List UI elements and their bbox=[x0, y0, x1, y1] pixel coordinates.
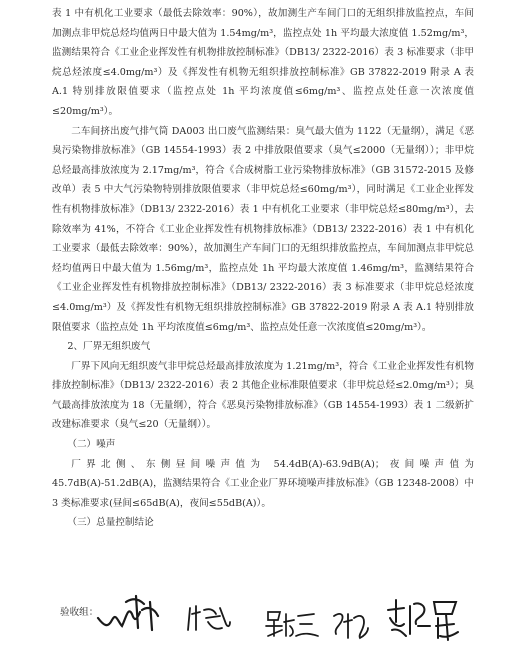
handwritten-signature-3 bbox=[264, 606, 320, 642]
paragraph-da003-results: 二车间挤出废气排气筒 DA003 出口废气监测结果：臭气最大值为 1122（无量纲），满足《恶臭污染物排放标准》（GB 14554-1993）表 2 中排放限值要求（臭气≤2000（无量纲））；非甲烷总烃最高排放浓度为 2.17mg/m³，符合《合成树脂工业污染物排放标准》（GB 31572-2015 及修改单）表 5 中大气污染物特别排放限值要求（非甲烷总烃≤60mg/m³），同时满足《工业企业挥发性有机物排放标准》（DB13/ 2322-2016）表 1 中有机化工业要求（非甲烷总烃≤80mg/m³），去除效率为 41%，不符合《工业企业挥发性有机物排放标准》（DB13/ 2322-2016）表 1 中有机化工业要求（最低去除效率：90%），故加测生产车间门口的无组织排放监控点，车间加测点非甲烷总烃均值两日中最大值为 1.56mg/m³，监控点处 1h 平均最大浓度值 1.46mg/m³，监测结果符合《工业企业挥发性有机物排放控制标准》（DB13/ 2322-2016）表 3 标准要求（非甲烷总烃浓度≤4.0mg/m³）及《挥发性有机物无组织排放控制标准》GB 37822-2019 附录 A 表 A.1 特别排放限值要求（监控点处 1h 平均浓度值≤6mg/m³、监控点处任意一次浓度值≤20mg/m³）。 bbox=[52, 125, 474, 333]
section-heading-boundary-gas: 2、厂界无组织废气 bbox=[67, 341, 151, 353]
handwritten-signature-1 bbox=[96, 592, 166, 636]
paragraph-continuation: 表 1 中有机化工业要求（最低去除效率：90%），故加测生产车间门口的无组织排放监控点，车间加测点非甲烷总烃均值两日中最大值为 1.54mg/m³，监控点处 1h 平均最大浓度值 1.52mg/m³，监测结果符合《工业企业挥发性有机物排放控制标准》（DB13/ 2322-2016）表 3 标准要求（非甲烷总烃浓度≤4.0mg/m³）及《挥发性有机物无组织排放控制标准》GB 37822-2019 附录 A 表 A.1 特别排放限值要求（监控点处 1h 平均浓度值≤6mg/m³、监控点处任意一次浓度值≤20mg/m³）。 bbox=[52, 8, 474, 117]
signature-label: 验收组： bbox=[60, 607, 99, 618]
signature-row bbox=[60, 592, 480, 652]
paragraph-noise: 厂界北侧、东侧昼间噪声值为 54.4dB(A)-63.9dB(A)；夜间噪声值为 45.7dB(A)-51.2dB(A)，监测结果符合《工业企业厂界环境噪声排放标准》（GB 12348-2008）中 3 类标准要求(昼间≤65dB(A)，夜间≤55dB(A)）。 bbox=[52, 458, 474, 509]
document-body bbox=[52, 4, 474, 533]
section-heading-noise: （二）噪声 bbox=[67, 439, 116, 451]
handwritten-signature-2 bbox=[186, 600, 232, 636]
handwritten-signature-5 bbox=[386, 596, 462, 642]
handwritten-signature-4 bbox=[330, 608, 370, 642]
section-heading-total-control: （三）总量控制结论 bbox=[67, 517, 154, 529]
paragraph-boundary-gas: 厂界下风向无组织废气非甲烷总烃最高排放浓度为 1.21mg/m³，符合《工业企业挥发性有机物排放控制标准》（DB13/ 2322-2016）表 2 其他企业标准限值要求（非甲烷总烃≤2.0mg/m³）；臭气最高排放浓度为 18（无量纲），符合《恶臭污染物排放标准》（GB 14554-1993）表 1 二级新扩改建标准要求（臭气≤20（无量纲））。 bbox=[52, 360, 474, 431]
